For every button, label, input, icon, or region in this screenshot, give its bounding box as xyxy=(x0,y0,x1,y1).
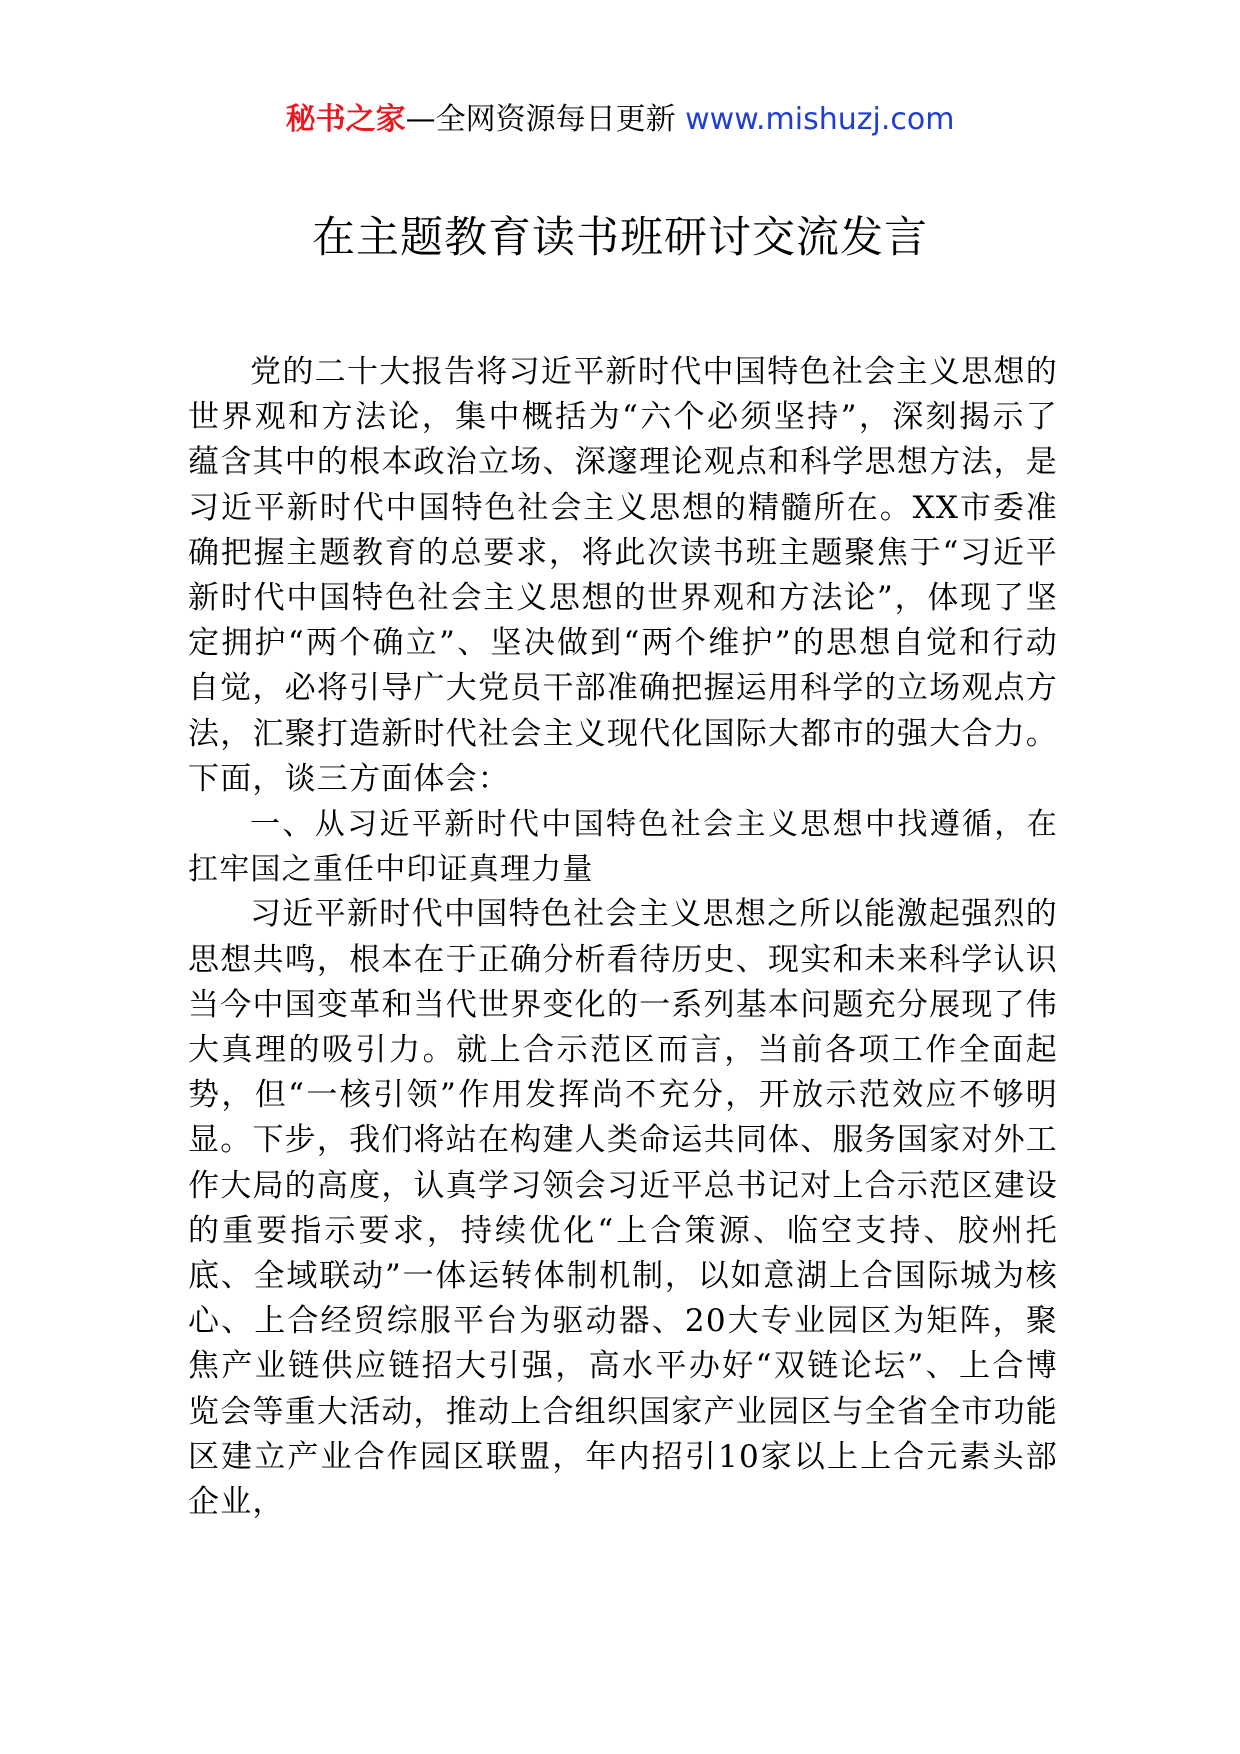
site-brand: 秘书之家 xyxy=(285,102,406,137)
body-paragraph-intro: 党的二十大报告将习近平新时代中国特色社会主义思想的世界观和方法论，集中概括为“六个必须坚持”，深刻揭示了蕴含其中的根本政治立场、深邃理论观点和科学思想方法，是习近平新时代中国特色社会主义思想的精髓所在。XX市委准确把握主题教育的总要求，将此次读书班主题聚焦于“习近平新时代中国特色社会主义思想的世界观和方法论”，体现了坚定拥护“两个确立”、坚决做到“两个维护”的思想自觉和行动自觉，必将引导广大党员干部准确把握运用科学的立场观点方法，汇聚打造新时代社会主义现代化国际大都市的强大合力。下面，谈三方面体会： xyxy=(188,354,1058,797)
body-paragraph-section-1: 习近平新时代中国特色社会主义思想之所以能激起强烈的思想共鸣，根本在于正确分析看待历史、现实和未来科学认识当今中国变革和当代世界变化的一系列基本问题充分展现了伟大真理的吸引力。就上合示范区而言，当前各项工作全面起势，但“一核引领”作用发挥尚不充分，开放示范效应不够明显。下步，我们将站在构建人类命运共同体、服务国家对外工作大局的高度，认真学习领会习近平总书记对上合示范区建设的重要指示要求，持续优化“上合策源、临空支持、胶州托底、全域联动”一体运转体制机制，以如意湖上合国际城为核心、上合经贸综服平台为驱动器、20大专业园区为矩阵，聚焦产业链供应链招大引强，高水平办好“双链论坛”、上合博览会等重大活动，推动上合组织国家产业园区与全省全市功能区建立产业合作园区联盟，年内招引10家以上上合元素头部企业， xyxy=(188,896,1058,1521)
site-header xyxy=(0,100,1240,140)
site-url-link[interactable]: www.mishuzj.com xyxy=(685,102,955,137)
document-body xyxy=(188,350,1058,1525)
document-title: 在主题教育读书班研讨交流发言 xyxy=(312,213,928,263)
section-heading-1: 一、从习近平新时代中国特色社会主义思想中找遵循，在扛牢国之重任中印证真理力量 xyxy=(188,807,1058,888)
site-tagline: —全网资源每日更新 xyxy=(405,102,686,137)
